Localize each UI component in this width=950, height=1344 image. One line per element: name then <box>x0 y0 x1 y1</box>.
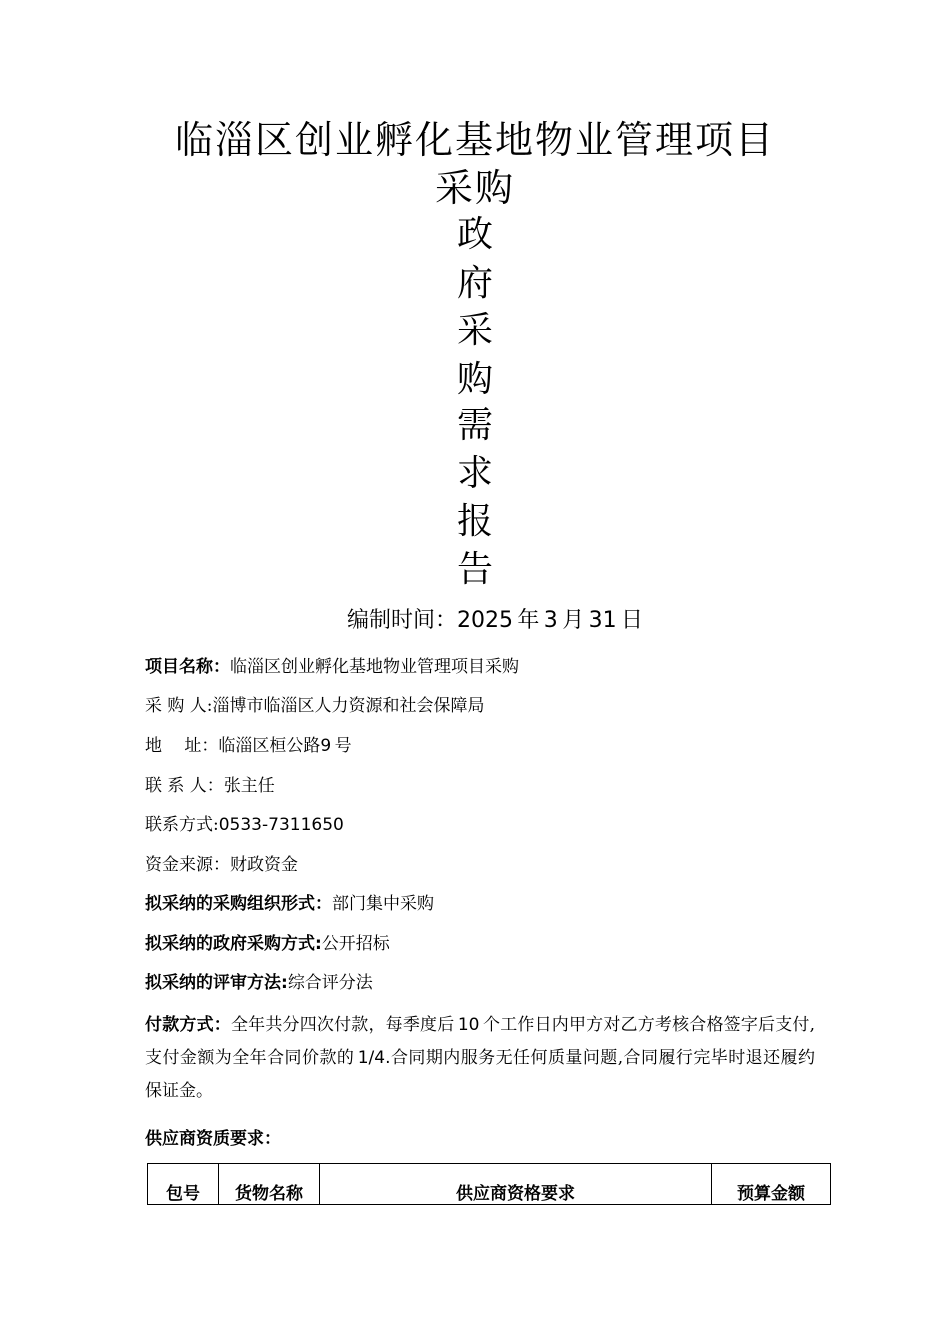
payment-label: 付款方式： <box>145 1015 231 1035</box>
compile-date-month: 3 <box>543 608 558 633</box>
contact-line <box>145 771 825 801</box>
vertical-title-char: 府 <box>456 263 493 304</box>
phone-value: 0533-7311650 <box>218 815 344 835</box>
vertical-title-char: 采 <box>456 310 493 351</box>
payment-paragraph <box>145 1009 815 1108</box>
phone-line <box>145 810 825 840</box>
org-form-line <box>145 889 825 919</box>
review-line <box>145 968 825 998</box>
payment-text-3: 合同期内服务无任何质量问题,合同履行完毕时退还履约保证金。 <box>145 1048 815 1101</box>
method-value: 公开招标 <box>321 934 390 954</box>
vertical-title-char: 购 <box>456 359 493 400</box>
vertical-title-char: 告 <box>456 549 493 590</box>
payment-fraction: 1/4. <box>357 1048 391 1068</box>
table-header-package-no: 包号 <box>148 1164 219 1205</box>
date-unit-year: 年 <box>517 608 540 633</box>
org-form-value: 部门集中采购 <box>332 894 434 914</box>
funds-label: 资金来源： <box>145 855 230 875</box>
address-value: 临淄区桓公路 <box>218 736 321 756</box>
contact-value: 张主任 <box>223 776 275 796</box>
table-header-goods-name: 货物名称 <box>219 1164 320 1205</box>
date-unit-day: 日 <box>621 608 644 633</box>
purchaser-value: 淄博市临淄区人力资源和社会保障局 <box>212 696 485 716</box>
supplier-requirements-table <box>147 1163 831 1205</box>
payment-text-2: 个工作日内甲方对乙方考核合格签字后支付,支付金额为全年合同价款的 <box>145 1015 816 1068</box>
phone-label: 联系方式: <box>145 815 219 835</box>
project-name-value: 临淄区创业孵化基地物业管理项目采购 <box>230 657 519 677</box>
compile-date-day: 31 <box>588 608 617 633</box>
project-name-line <box>145 652 825 682</box>
org-form-label: 拟采纳的采购组织形式： <box>145 894 332 914</box>
review-label: 拟采纳的评审方法: <box>145 973 288 993</box>
address-label: 地 址： <box>145 736 219 756</box>
address-line <box>145 731 825 761</box>
project-name-label: 项目名称： <box>145 657 230 677</box>
vertical-title-char: 需 <box>456 405 493 446</box>
table-header-qualification: 供应商资格要求 <box>320 1164 712 1205</box>
payment-days: 10 <box>457 1015 480 1035</box>
method-line <box>145 929 825 959</box>
funds-value: 财政资金 <box>230 855 298 875</box>
address-number: 9 <box>320 736 332 756</box>
method-label: 拟采纳的政府采购方式: <box>145 934 322 954</box>
table-header-row <box>148 1164 831 1205</box>
vertical-title-char: 报 <box>456 501 493 542</box>
purchaser-label: 采 购 人: <box>145 696 213 716</box>
document-title-line2: 采购 <box>434 166 515 210</box>
review-value: 综合评分法 <box>287 973 373 993</box>
vertical-title-char: 政 <box>456 214 493 255</box>
address-suffix: 号 <box>334 736 352 756</box>
vertical-title-char: 求 <box>456 453 493 494</box>
payment-text-1: 全年共分四次付款，每季度后 <box>230 1015 455 1035</box>
contact-label: 联 系 人： <box>145 776 224 796</box>
document-title-line1: 临淄区创业孵化基地物业管理项目 <box>174 118 775 162</box>
purchaser-line <box>145 691 825 721</box>
supplier-requirements-label: 供应商资质要求： <box>145 1129 281 1149</box>
funds-line <box>145 850 825 880</box>
supplier-requirements-heading <box>145 1124 825 1154</box>
compile-date-label: 编制时间： <box>346 608 457 633</box>
table-header-budget: 预算金额 <box>712 1164 831 1205</box>
compile-date <box>0 604 950 638</box>
date-unit-month: 月 <box>562 608 585 633</box>
compile-date-year: 2025 <box>456 608 513 633</box>
